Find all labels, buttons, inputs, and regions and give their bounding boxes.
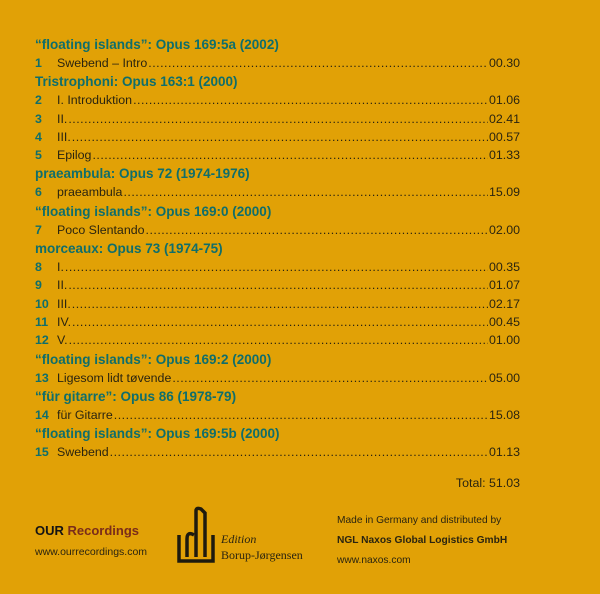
dot-leader [72,295,488,313]
section-heading: “für gitarre”: Opus 86 (1978-79) [35,388,237,404]
section-heading: “floating islands”: Opus 169:5a (2002) [35,37,279,52]
track-duration: 15.09 [488,185,520,200]
dot-leader [133,91,488,109]
track-number: 2 [35,93,42,108]
track-number: 15 [35,445,49,460]
section-heading: Tristrophoni: Opus 163:1 (2000) [35,74,238,90]
track-duration: 01.13 [488,445,520,460]
dot-leader [65,258,488,276]
track-duration: 01.33 [488,148,520,163]
track-title: für Gitarre [57,407,113,422]
track-row [35,110,520,128]
total-duration: Total: 51.03 [455,476,520,490]
track-title: V. [57,333,68,348]
distributor-name: NGL Naxos Global Logistics GmbH [337,535,508,546]
dot-leader [146,221,488,239]
track-title: III. [57,296,71,311]
section-heading: “floating islands”: Opus 169:2 (2000) [35,351,272,367]
edition-name: Borup-Jørgensen [221,548,303,562]
track-row [35,146,520,164]
section-heading: morceaux: Opus 73 (1974-75) [35,241,223,257]
distribution-block [337,511,507,571]
track-row [35,221,520,239]
track-duration: 01.06 [488,93,520,108]
track-number: 13 [35,370,49,385]
dot-leader [72,313,488,331]
track-row [35,369,520,387]
made-in-text: Made in Germany and distributed by [337,515,502,526]
track-row [35,276,520,294]
section-heading: “floating islands”: Opus 169:0 (2000) [35,203,272,219]
track-number: 12 [35,333,49,348]
brand-our: OUR [35,523,64,538]
track-number: 3 [35,111,42,126]
dot-leader [69,331,488,349]
track-duration: 02.17 [488,296,520,311]
track-title: Epilog [57,148,92,163]
edition-logo-icon [175,505,217,565]
track-title: IV. [57,314,72,329]
track-duration: 05.00 [488,370,520,385]
track-duration: 01.07 [488,278,520,293]
track-row [35,128,520,146]
track-number: 14 [35,407,49,422]
dot-leader [172,369,488,387]
brand-recordings: Recordings [67,523,140,538]
section-heading: “floating islands”: Opus 169:5b (2000) [35,426,280,442]
track-number: 6 [35,185,42,200]
naxos-url[interactable]: www.naxos.com [337,555,411,566]
track-title: II. [57,278,68,293]
track-duration: 00.57 [488,129,520,144]
track-number: 5 [35,148,42,163]
track-row [35,406,520,424]
track-row [35,331,520,349]
track-number: 4 [35,129,42,144]
our-recordings-url[interactable]: www.ourrecordings.com [35,546,148,558]
track-duration: 00.30 [488,56,520,70]
dot-leader [110,443,488,461]
track-number: 7 [35,222,42,237]
section-heading: praeambula: Opus 72 (1974-1976) [35,166,250,182]
track-number: 10 [35,296,49,311]
track-number: 8 [35,260,42,275]
dot-leader [68,276,488,294]
track-duration: 15.08 [488,407,520,422]
track-title: II. [57,111,68,126]
track-duration: 00.45 [488,314,520,329]
dot-leader [114,406,488,424]
dot-leader [123,183,488,201]
our-recordings-block [35,523,147,558]
track-number: 11 [35,314,49,329]
track-title: praeambula [57,185,123,200]
track-row [35,54,520,72]
edition-borup-jorgensen-block [175,505,303,565]
track-title: Swebend – Intro [57,56,148,70]
edition-label: Edition [221,532,257,546]
track-row [35,313,520,331]
track-row [35,443,520,461]
dot-leader [92,146,488,164]
track-title: Ligesom lidt tøvende [57,370,172,385]
track-title: I. [57,260,64,275]
track-title: I. Introduktion [57,93,133,108]
dot-leader [72,128,488,146]
dot-leader [148,54,488,72]
dot-leader [68,110,488,128]
track-title: Swebend [57,445,109,460]
track-row [35,91,520,109]
tracklist [35,35,520,461]
track-duration: 02.00 [488,222,520,237]
track-row [35,258,520,276]
track-title: III. [57,129,71,144]
track-duration: 00.35 [488,260,520,275]
track-row [35,295,520,313]
track-number: 1 [35,56,42,70]
track-duration: 01.00 [488,333,520,348]
our-recordings-logo [35,523,147,538]
track-row [35,183,520,201]
track-number: 9 [35,278,42,293]
track-title: Poco Slentando [57,222,145,237]
track-duration: 02.41 [488,111,520,126]
